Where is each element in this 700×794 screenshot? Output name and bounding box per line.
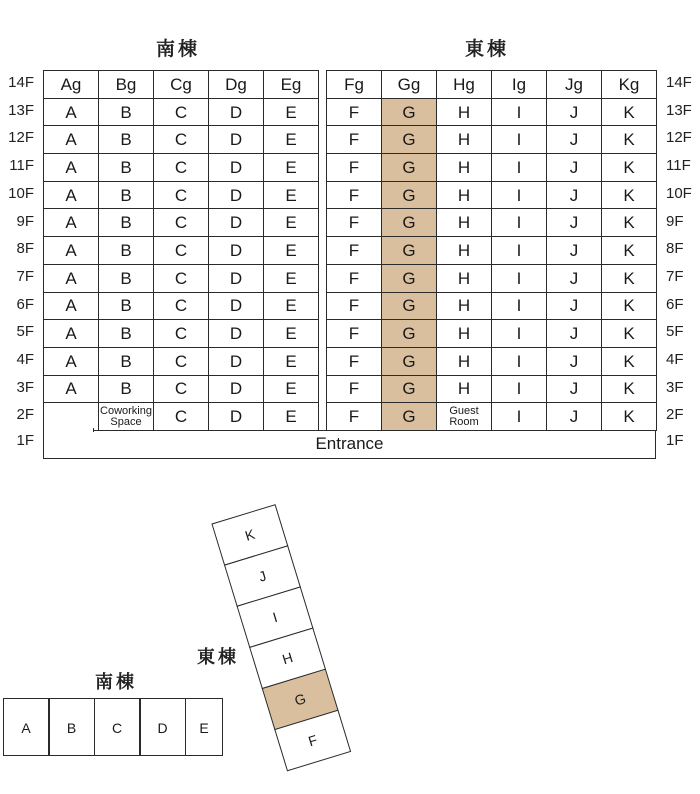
unit-cell: A xyxy=(44,375,99,403)
unit-cell: H xyxy=(437,375,492,403)
unit-cell: E xyxy=(264,209,319,237)
unit-cell: C xyxy=(154,347,209,375)
floor-label-right: 11F xyxy=(666,157,691,175)
unit-cell: H xyxy=(437,209,492,237)
unit-cell: H xyxy=(437,320,492,348)
unit-cell: D xyxy=(209,375,264,403)
south-wing-title: 南棟 xyxy=(156,38,201,60)
column-header: Cg xyxy=(154,71,209,99)
highlighted-unit-cell: G xyxy=(382,292,437,320)
unit-cell: F xyxy=(327,403,382,431)
unit-cell: A xyxy=(44,264,99,292)
unit-cell: E xyxy=(264,154,319,182)
map-east-block-label: G xyxy=(292,690,308,709)
ag-gap-cover xyxy=(44,429,94,432)
map-east-block-label: F xyxy=(306,731,320,750)
unit-cell: B xyxy=(99,320,154,348)
floor-label-right: 2F xyxy=(666,406,684,424)
unit-cell: D xyxy=(209,126,264,154)
map-east-block-label: H xyxy=(280,649,295,668)
unit-cell: K xyxy=(602,375,657,403)
floor-label-left: 7F xyxy=(16,267,34,285)
unit-cell: H xyxy=(437,98,492,126)
floor-label-right: 7F xyxy=(666,267,684,285)
unit-cell: A xyxy=(44,237,99,265)
map-east-block-label: J xyxy=(256,567,269,585)
unit-cell: F xyxy=(327,154,382,182)
map-east-wing xyxy=(200,500,370,780)
unit-cell: C xyxy=(154,154,209,182)
unit-cell: A xyxy=(44,292,99,320)
highlighted-unit-cell: G xyxy=(382,264,437,292)
unit-cell: H xyxy=(437,126,492,154)
unit-cell: A xyxy=(44,320,99,348)
unit-cell: C xyxy=(154,292,209,320)
unit-cell: J xyxy=(547,98,602,126)
unit-cell: A xyxy=(44,98,99,126)
highlighted-unit-cell: G xyxy=(382,320,437,348)
unit-cell: C xyxy=(154,209,209,237)
unit-cell: I xyxy=(492,154,547,182)
unit-cell: D xyxy=(209,154,264,182)
map-east-blocks xyxy=(212,505,351,771)
unit-cell: J xyxy=(547,237,602,265)
unit-cell: B xyxy=(99,237,154,265)
unit-cell: A xyxy=(44,154,99,182)
unit-cell: I xyxy=(492,126,547,154)
floor-label-left: 8F xyxy=(16,240,34,258)
highlighted-unit-cell: G xyxy=(382,98,437,126)
unit-cell: D xyxy=(209,292,264,320)
floor-label-right: 6F xyxy=(666,295,684,313)
unit-cell: K xyxy=(602,181,657,209)
unit-cell: C xyxy=(154,237,209,265)
column-header: Ig xyxy=(492,71,547,99)
unit-cell: A xyxy=(44,126,99,154)
unit-cell: I xyxy=(492,292,547,320)
unit-cell: E xyxy=(264,126,319,154)
floor-label-right: 13F xyxy=(666,101,692,119)
floor-label-right: 14F xyxy=(666,74,692,91)
column-header: Fg xyxy=(327,71,382,99)
unit-cell: F xyxy=(327,237,382,265)
unit-cell: D xyxy=(209,347,264,375)
unit-cell: H xyxy=(437,347,492,375)
unit-cell: D xyxy=(209,237,264,265)
unit-cell: I xyxy=(492,347,547,375)
floor-label-right: 3F xyxy=(666,378,684,396)
unit-cell: C xyxy=(154,403,209,431)
unit-cell: F xyxy=(327,98,382,126)
unit-cell: I xyxy=(492,98,547,126)
unit-cell: I xyxy=(492,181,547,209)
unit-cell: J xyxy=(547,347,602,375)
unit-cell: A xyxy=(44,209,99,237)
unit-cell: C xyxy=(154,320,209,348)
unit-cell: I xyxy=(492,264,547,292)
floor-label-left: 11F xyxy=(9,157,34,175)
unit-cell: D xyxy=(209,264,264,292)
column-header: Bg xyxy=(99,71,154,99)
unit-cell: C xyxy=(154,98,209,126)
floor-label-right: 8F xyxy=(666,240,684,258)
column-header: Ag xyxy=(44,71,99,99)
unit-cell: E xyxy=(264,375,319,403)
unit-cell: B xyxy=(99,154,154,182)
unit-cell: B xyxy=(99,181,154,209)
unit-cell: C xyxy=(154,375,209,403)
unit-cell: B xyxy=(99,292,154,320)
highlighted-unit-cell: G xyxy=(382,375,437,403)
unit-cell: I xyxy=(492,209,547,237)
unit-cell: K xyxy=(602,209,657,237)
highlighted-unit-cell: G xyxy=(382,126,437,154)
unit-cell: F xyxy=(327,347,382,375)
step-line xyxy=(93,428,94,432)
floor-label-left: 12F xyxy=(8,129,34,147)
unit-cell: E xyxy=(264,98,319,126)
column-header: Gg xyxy=(382,71,437,99)
highlighted-unit-cell: G xyxy=(382,403,437,431)
column-header: Eg xyxy=(264,71,319,99)
floor-label-left: 14F xyxy=(8,74,34,91)
floor-label-left: 3F xyxy=(16,378,34,396)
no-unit-cell xyxy=(44,403,99,431)
unit-cell: F xyxy=(327,375,382,403)
unit-cell: H xyxy=(437,154,492,182)
floor-label-left: 9F xyxy=(16,212,34,230)
unit-cell: K xyxy=(602,126,657,154)
unit-cell: C xyxy=(154,126,209,154)
unit-cell: I xyxy=(492,403,547,431)
unit-cell: B xyxy=(99,264,154,292)
unit-cell: C xyxy=(154,181,209,209)
unit-cell: B xyxy=(99,375,154,403)
unit-cell: K xyxy=(602,98,657,126)
map-east-title: 東棟 xyxy=(197,647,239,668)
entrance-label: Entrance xyxy=(315,434,384,453)
south-wing-floor-grid xyxy=(43,70,319,431)
floor-label-right: 4F xyxy=(666,351,684,368)
east-wing-floor-grid xyxy=(326,70,657,431)
unit-cell: K xyxy=(602,320,657,348)
unit-cell: E xyxy=(264,237,319,265)
column-header: Jg xyxy=(547,71,602,99)
unit-cell: H xyxy=(437,237,492,265)
unit-cell: J xyxy=(547,403,602,431)
highlighted-unit-cell: G xyxy=(382,181,437,209)
floor-label-left: 1F xyxy=(16,432,34,449)
unit-cell: J xyxy=(547,264,602,292)
column-header: Hg xyxy=(437,71,492,99)
unit-cell: F xyxy=(327,126,382,154)
map-south-block: B xyxy=(49,698,95,756)
floor-label-left: 6F xyxy=(16,295,34,313)
unit-cell: I xyxy=(492,237,547,265)
map-south-block: C xyxy=(94,698,140,756)
floor-label-right: 10F xyxy=(666,184,692,202)
floor-label-left: 5F xyxy=(16,323,34,341)
unit-cell: H xyxy=(437,181,492,209)
map-east-block-label: I xyxy=(270,608,280,626)
unit-cell: D xyxy=(209,403,264,431)
unit-cell: J xyxy=(547,320,602,348)
east-wing-title: 東棟 xyxy=(465,38,510,60)
entrance-floor xyxy=(43,430,656,459)
unit-cell: F xyxy=(327,292,382,320)
unit-cell: C xyxy=(154,264,209,292)
unit-cell: H xyxy=(437,292,492,320)
unit-cell: E xyxy=(264,292,319,320)
coworking-space-cell: Coworking Space xyxy=(99,403,154,431)
floor-label-left: 4F xyxy=(16,351,34,368)
unit-cell: E xyxy=(264,403,319,431)
unit-cell: J xyxy=(547,292,602,320)
unit-cell: D xyxy=(209,98,264,126)
unit-cell: I xyxy=(492,320,547,348)
floor-label-right: 9F xyxy=(666,212,684,230)
highlighted-unit-cell: G xyxy=(382,209,437,237)
unit-cell: D xyxy=(209,209,264,237)
guest-room-cell: Guest Room xyxy=(437,403,492,431)
map-east-block-label: K xyxy=(243,525,257,544)
highlighted-unit-cell: G xyxy=(382,347,437,375)
unit-cell: K xyxy=(602,154,657,182)
floor-label-right: 1F xyxy=(666,432,684,449)
unit-cell: B xyxy=(99,126,154,154)
highlighted-unit-cell: G xyxy=(382,237,437,265)
unit-cell: E xyxy=(264,320,319,348)
map-south-block: E xyxy=(185,698,223,756)
unit-cell: A xyxy=(44,347,99,375)
floor-label-left: 10F xyxy=(8,184,34,202)
unit-cell: F xyxy=(327,209,382,237)
unit-cell: K xyxy=(602,292,657,320)
unit-cell: E xyxy=(264,347,319,375)
floor-label-left: 2F xyxy=(16,406,34,424)
column-header: Kg xyxy=(602,71,657,99)
unit-cell: F xyxy=(327,320,382,348)
floor-label-right: 12F xyxy=(666,129,692,147)
unit-cell: B xyxy=(99,209,154,237)
unit-cell: J xyxy=(547,154,602,182)
map-south-block: A xyxy=(3,698,49,756)
unit-cell: J xyxy=(547,209,602,237)
map-south-block: D xyxy=(140,698,186,756)
unit-cell: K xyxy=(602,264,657,292)
unit-cell: H xyxy=(437,264,492,292)
unit-cell: K xyxy=(602,237,657,265)
column-header: Dg xyxy=(209,71,264,99)
unit-cell: K xyxy=(602,347,657,375)
unit-cell: D xyxy=(209,181,264,209)
unit-cell: F xyxy=(327,181,382,209)
highlighted-unit-cell: G xyxy=(382,154,437,182)
unit-cell: J xyxy=(547,375,602,403)
unit-cell: J xyxy=(547,181,602,209)
unit-cell: B xyxy=(99,347,154,375)
floor-label-left: 13F xyxy=(8,101,34,119)
floor-label-right: 5F xyxy=(666,323,684,341)
map-south-title: 南棟 xyxy=(95,672,137,693)
unit-cell: F xyxy=(327,264,382,292)
unit-cell: E xyxy=(264,181,319,209)
unit-cell: A xyxy=(44,181,99,209)
unit-cell: E xyxy=(264,264,319,292)
unit-cell: K xyxy=(602,403,657,431)
unit-cell: D xyxy=(209,320,264,348)
unit-cell: J xyxy=(547,126,602,154)
unit-cell: B xyxy=(99,98,154,126)
unit-cell: I xyxy=(492,375,547,403)
